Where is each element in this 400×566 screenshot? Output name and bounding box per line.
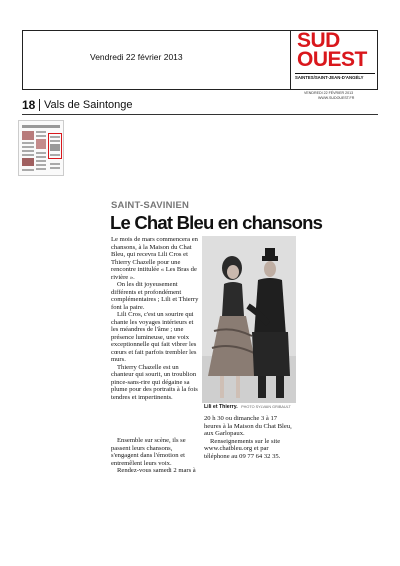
page-number: 18 (22, 98, 36, 112)
paragraph: Lili Cros, c'est un sourire qui chante les voyages intérieurs et les méandres de l'âme ; une présence lumineuse, une voix exceptionnelle qui fait vibrer les cœurs et fait parfois trembler les murs. (111, 311, 197, 363)
paragraph: Renseignements sur le site www.chatbleu.org et par téléphone au 09 77 64 32 35. (204, 437, 281, 460)
paragraph: Le mois de mars commencera en chansons, à la Maison du Chat Bleu, qui recevra Lili Cros et Thierry Chazelle pour une rencontre intitulée « Les Bras de rivière ». (111, 236, 198, 281)
sud-ouest-logo (290, 30, 378, 90)
logo-meta-site: WWW.SUDOUEST.FR (318, 96, 355, 100)
caption-text: Lili et Thierry. (204, 404, 238, 410)
logo-line-2: OUEST (297, 48, 367, 71)
article-kicker: SAINT-SAVINIEN (111, 200, 190, 211)
article-column-3 (204, 415, 292, 460)
section-header (22, 98, 378, 112)
logo-line-1: SUD (297, 29, 340, 52)
photo-credit: PHOTO SYLVAIN GRIBAULT (241, 405, 291, 409)
paragraph: Rendez-vous samedi 2 mars à (117, 467, 196, 474)
logo-meta-date: VENDREDI 22 FÉVRIER 2013 (304, 91, 354, 95)
article-column-1-end (111, 437, 199, 475)
paragraph: 20 h 30 ou dimanche 3 à 17 heures à la Maison du Chat Bleu, aux Garlopaux. (204, 415, 292, 437)
paragraph: Ensemble sur scène, ils se passent leurs chansons, s'engagent dans l'émotion et entremêlent leurs voix. (111, 437, 186, 467)
paragraph: Thierry Chazelle est un chanteur qui sourit, un troublion pince-sans-rire qui dégaine sa plume pour des portraits à la fois tendres et impertinents. (111, 363, 198, 401)
logo-edition: SAINTES/SAINT-JEAN-D'ANGÉLY (295, 73, 375, 80)
publication-date: Vendredi 22 février 2013 (90, 52, 183, 62)
article-photo (202, 236, 296, 403)
article-headline: Le Chat Bleu en chansons (110, 212, 323, 233)
article-column-1 (111, 236, 199, 401)
musicians-photo-illustration (202, 236, 296, 403)
section-rule (22, 114, 378, 115)
section-name: Vals de Saintonge (44, 99, 133, 111)
photo-caption (204, 404, 291, 410)
paragraph: On les dit joyeusement différents et profondément complémentaires ; Lili et Thierry font la paire. (111, 281, 199, 311)
section-divider (39, 99, 40, 111)
page-thumbnail (18, 120, 64, 176)
